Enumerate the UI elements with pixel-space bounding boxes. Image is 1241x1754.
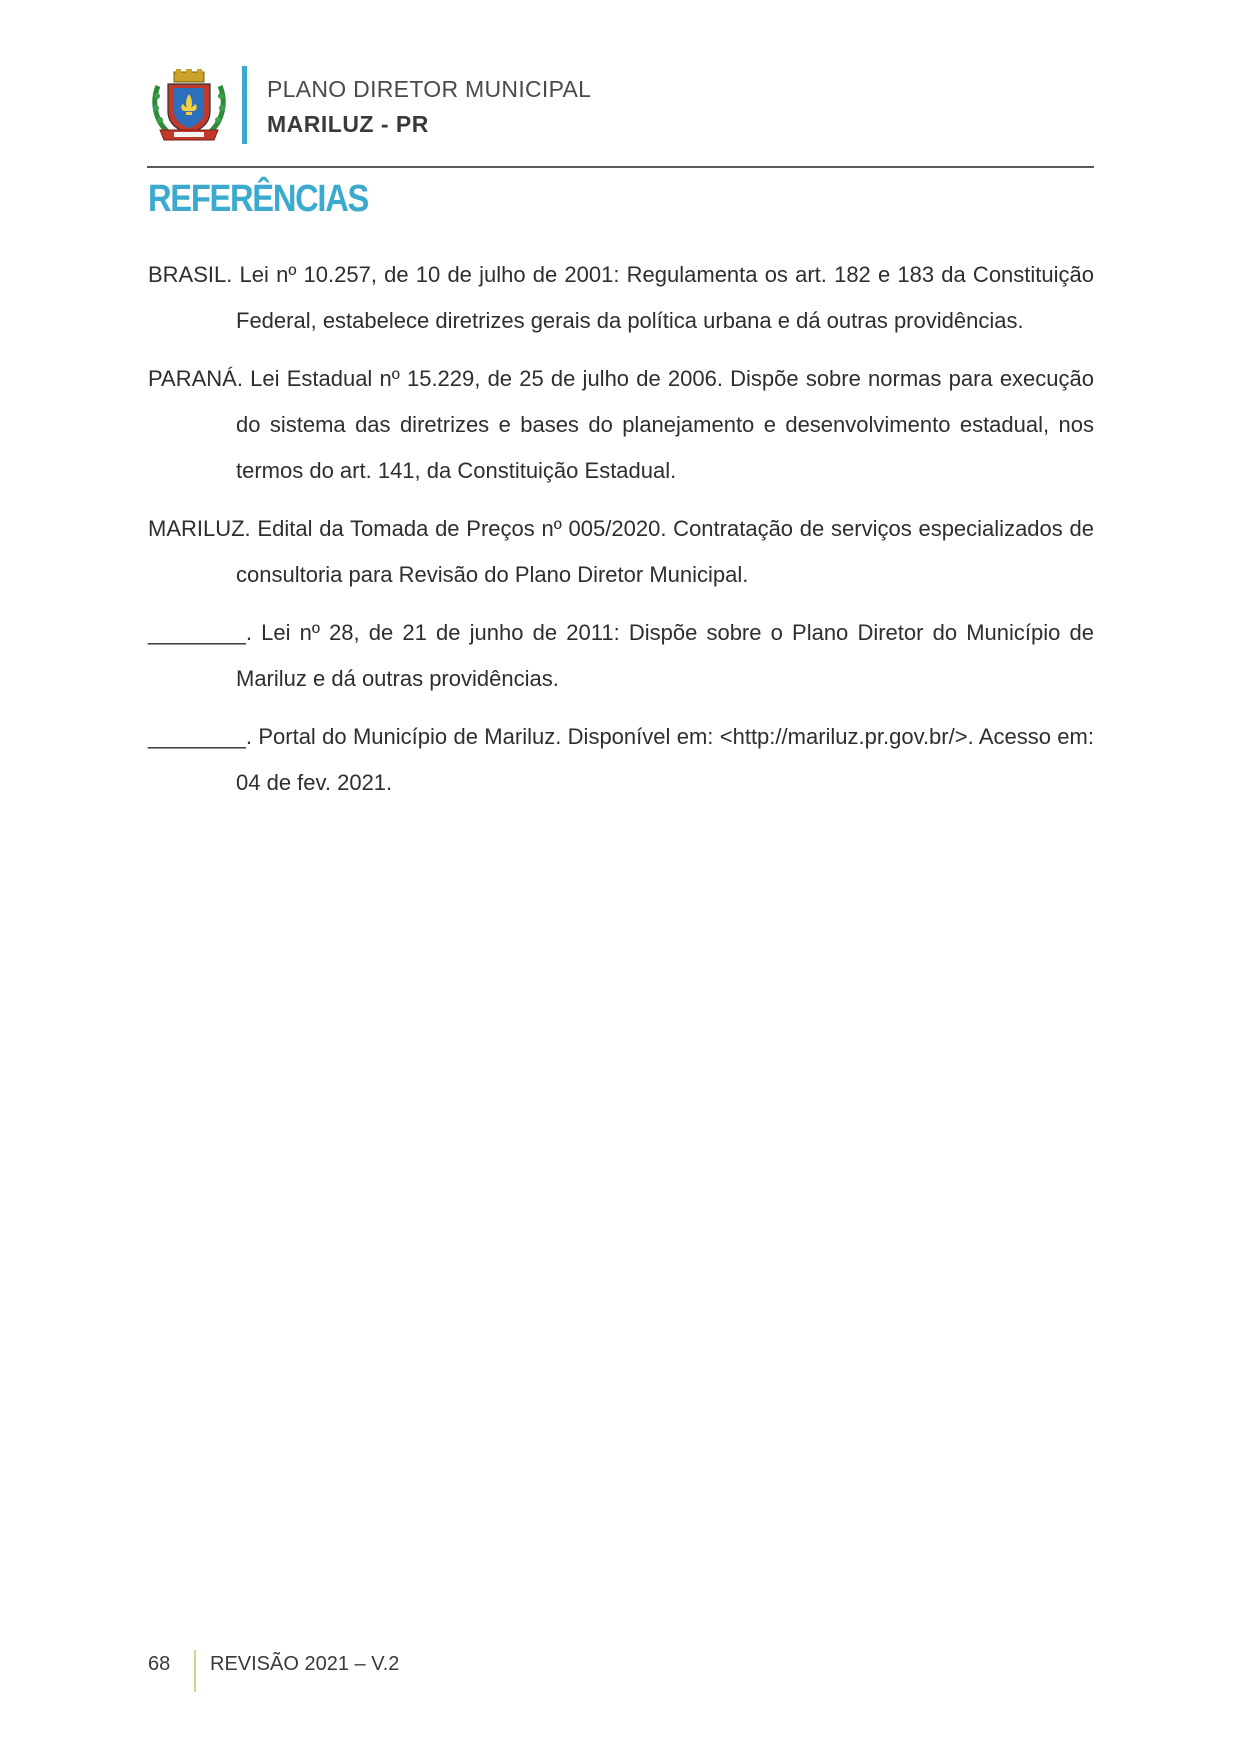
header-accent-rule: [242, 66, 247, 144]
reference-item: ________. Portal do Município de Mariluz. Disponível em: <http://mariluz.pr.gov.br/>. Acesso em: 04 de fev. 2021.: [148, 724, 1094, 795]
reference-item: MARILUZ. Edital da Tomada de Preços nº 005/2020. Contratação de serviços especializados de consultoria para Revisão do Plano Diretor Municipal.: [148, 516, 1094, 587]
reference-item: ________. Lei nº 28, de 21 de junho de 2011: Dispõe sobre o Plano Diretor do Município de Mariluz e dá outras providências.: [148, 620, 1094, 691]
reference-item: BRASIL. Lei nº 10.257, de 10 de julho de 2001: Regulamenta os art. 182 e 183 da Constituição Federal, estabelece diretrizes gerais da política urbana e dá outras providências.: [148, 262, 1094, 333]
municipality-name: MARILUZ - PR: [267, 111, 429, 137]
reference-item: PARANÁ. Lei Estadual nº 15.229, de 25 de julho de 2006. Dispõe sobre normas para execução do sistema das diretrizes e bases do planejamento e desenvolvimento estadual, nos termos do art. 141, da Constituição Estadual.: [148, 366, 1094, 483]
page-number: 68: [148, 1653, 171, 1675]
header-divider: [147, 166, 1094, 168]
document-title: PLANO DIRETOR MUNICIPAL: [267, 76, 592, 102]
footer-divider: [194, 1650, 196, 1692]
municipal-coat-of-arms-icon: [150, 68, 228, 144]
section-title: REFERÊNCIAS: [148, 178, 369, 220]
references-list: [148, 252, 1094, 818]
revision-label: REVISÃO 2021 – V.2: [210, 1653, 400, 1675]
